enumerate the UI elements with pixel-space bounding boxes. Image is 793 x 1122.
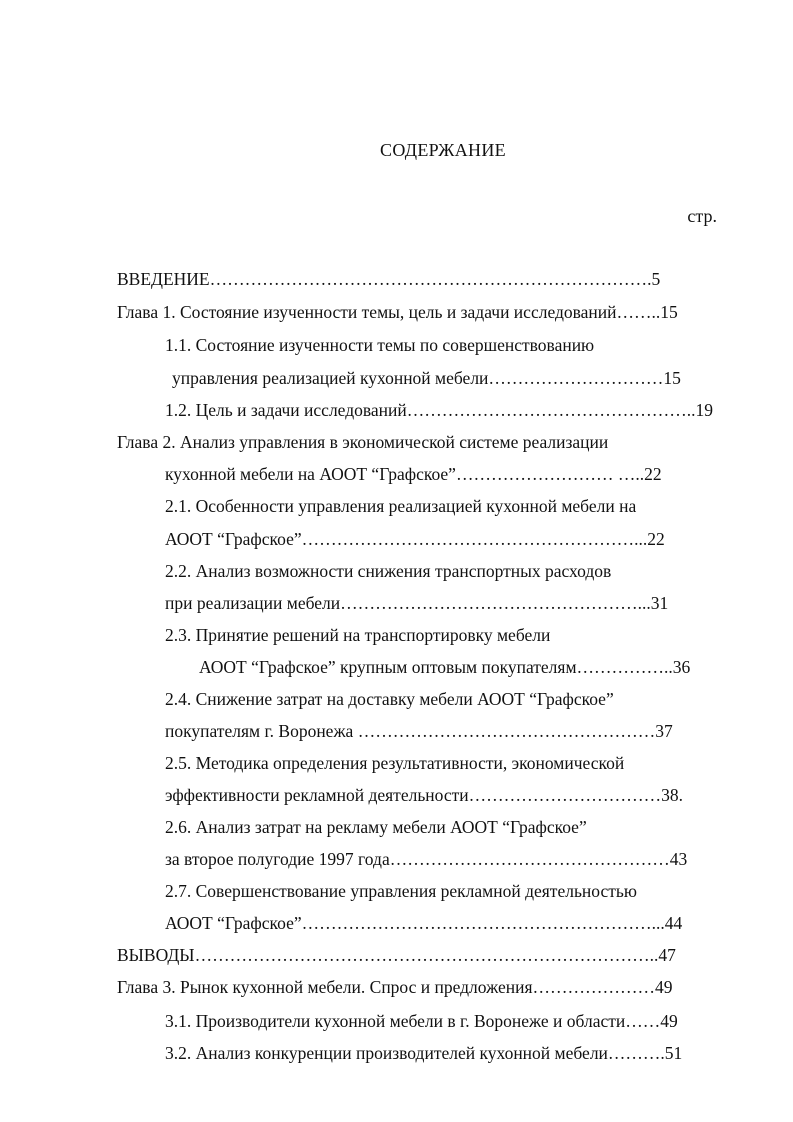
page-title: СОДЕРЖАНИЕ: [380, 140, 506, 160]
toc-entry: за второе полугодие 1997 года…………………………………………43: [165, 849, 688, 869]
toc-entry: кухонной мебели на АООТ “Графское”……………………… …..22: [165, 464, 662, 484]
toc-entry: АООТ “Графское” крупным оптовым покупателям……………..36: [199, 657, 691, 677]
toc-entry: ВВЕДЕНИЕ………………………………………………………………….5: [117, 269, 661, 289]
toc-entry: 1.1. Состояние изученности темы по совершенствованию: [165, 335, 595, 355]
toc-entry: 2.5. Методика определения результативности, экономической: [165, 753, 625, 773]
toc-entry: Глава 2. Анализ управления в экономической системе реализации: [117, 432, 609, 452]
toc-entry: 2.3. Принятие решений на транспортировку мебели: [165, 625, 551, 645]
toc-entry: АООТ “Графское”…………………………………………………...22: [165, 529, 665, 549]
toc-entry: АООТ “Графское”……………………………………………………...44: [165, 913, 683, 933]
toc-entry: 2.4. Снижение затрат на доставку мебели АООТ “Графское”: [165, 689, 614, 709]
toc-entry: Глава 3. Рынок кухонной мебели. Спрос и предложения…………………49: [117, 977, 673, 997]
toc-entry: при реализации мебели……………………………………………...31: [165, 593, 669, 613]
toc-entry: Глава 1. Состояние изученности темы, цель и задачи исследований……..15: [117, 302, 678, 322]
toc-entry: эффективности рекламной деятельности……………………………38.: [165, 785, 684, 805]
toc-entry: 3.1. Производители кухонной мебели в г. Воронеже и области……49: [165, 1011, 678, 1031]
page-column-label: стр.: [687, 206, 717, 226]
toc-entry: 2.6. Анализ затрат на рекламу мебели АООТ “Графское”: [165, 817, 587, 837]
toc-entry: 1.2. Цель и задачи исследований…………………………………………..19: [165, 400, 714, 420]
toc-entry: ВЫВОДЫ……………………………………………………………………..47: [117, 945, 676, 965]
toc-entry: управления реализацией кухонной мебели…………………………15: [172, 368, 681, 388]
toc-entry: 2.7. Совершенствование управления рекламной деятельностью: [165, 881, 637, 901]
toc-entry: 2.2. Анализ возможности снижения транспортных расходов: [165, 561, 612, 581]
toc-entry: покупателям г. Воронежа ……………………………………………37: [165, 721, 673, 741]
toc-entry: 2.1. Особенности управления реализацией кухонной мебели на: [165, 496, 637, 516]
toc-entry: 3.2. Анализ конкуренции производителей кухонной мебели……….51: [165, 1043, 683, 1063]
